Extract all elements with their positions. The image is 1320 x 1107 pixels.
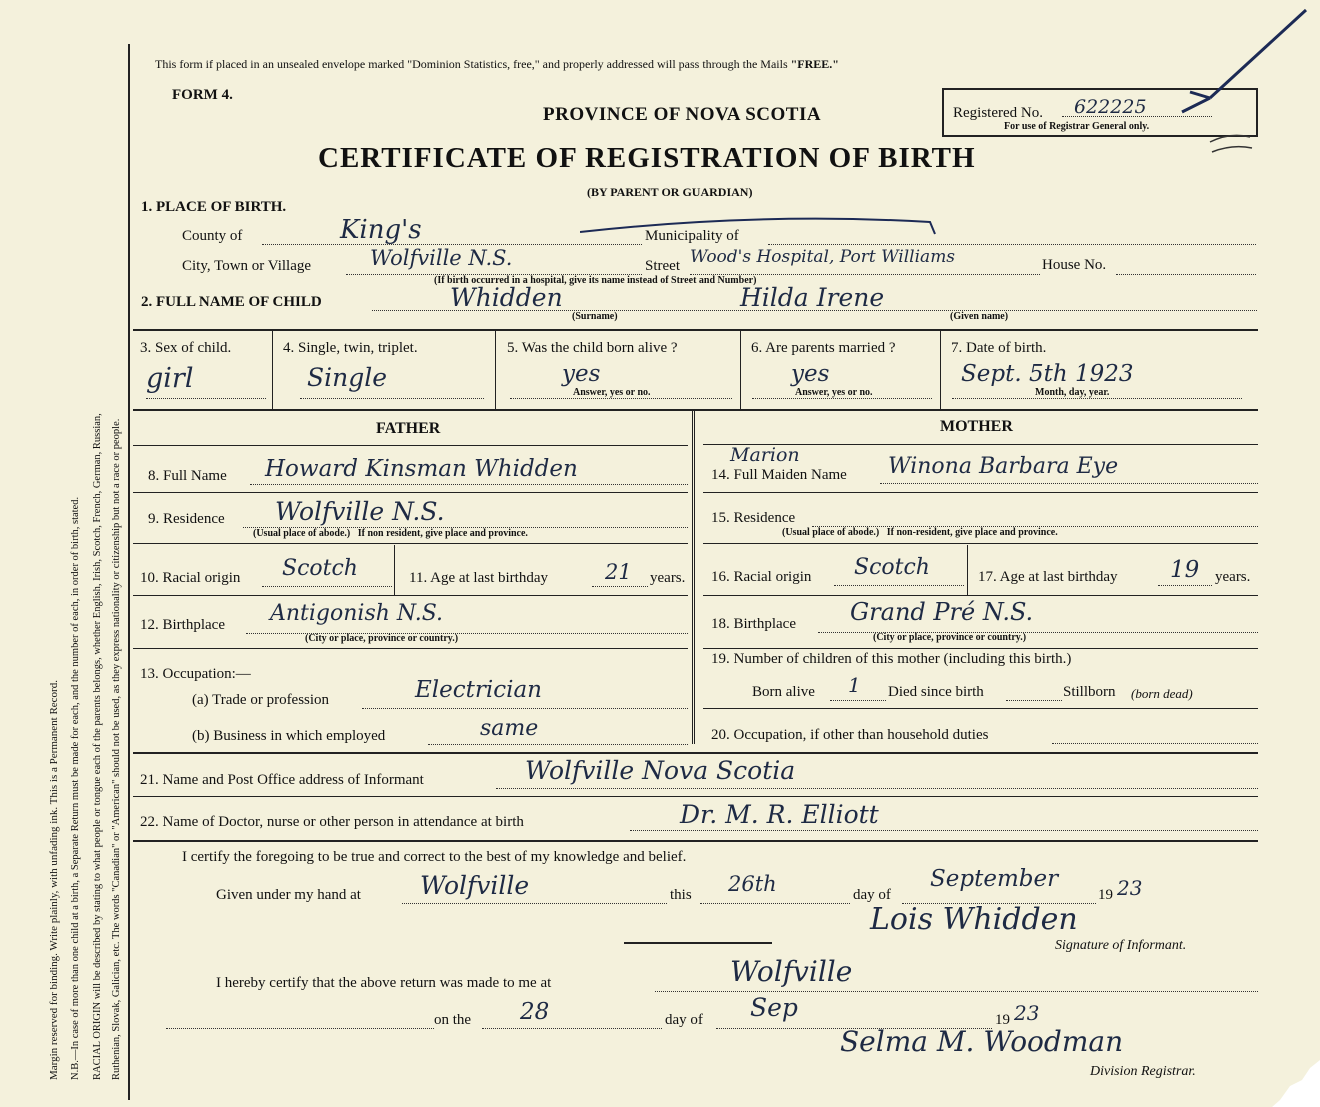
father-age: 21 [605, 560, 632, 584]
parents-married-question: 6. Are parents married ? [751, 340, 896, 356]
trade-value: Electrician [415, 677, 542, 703]
mother-age: 19 [1170, 557, 1200, 583]
sex-value: girl [146, 363, 194, 394]
father-name-label: 8. Full Name [148, 468, 227, 484]
margin-note-3: RACIAL ORIGIN will be described by stating to what people or tongue each of the parents belongs, whether English, Irish, Scotch, French, German, Russian, [92, 413, 103, 1080]
mother-name-label: 14. Full Maiden Name [711, 467, 847, 483]
place-of-birth-label: 1. PLACE OF BIRTH. [141, 199, 287, 215]
county-value: King's [340, 215, 422, 245]
check-mark-icon [1170, 2, 1320, 162]
father-heading: FATHER [376, 420, 441, 437]
stillborn-note: (born dead) [1131, 686, 1193, 701]
born-alive-caption: Answer, yes or no. [573, 387, 651, 398]
born-alive-count-label: Born alive [752, 684, 815, 700]
children-count-label: 19. Number of children of this mother (including this birth.) [711, 651, 1072, 667]
given-under-hand-label: Given under my hand at [216, 887, 361, 903]
margin-note-1: Margin reserved for binding. Write plainly, with unfading ink. This is a Permanent Record. [48, 680, 60, 1080]
born-alive-answer: yes [562, 361, 601, 387]
fact-married [751, 340, 941, 398]
father-age-years: years. [650, 570, 686, 586]
house-number-label: House No. [1042, 257, 1107, 273]
sex-label: 3. Sex of child. [140, 340, 232, 356]
mother-birthplace: Grand Pré N.S. [850, 598, 1034, 626]
postage-free: "FREE." [790, 57, 839, 71]
on-the-label: on the [434, 1012, 472, 1028]
mother-birthplace-caption: (City or place, province or country.) [873, 632, 1027, 643]
parents-married-caption: Answer, yes or no. [795, 387, 873, 398]
binding-margin-line [128, 44, 130, 1100]
fact-date-of-birth [951, 340, 1251, 398]
child-surname: Whidden [450, 283, 563, 312]
father-occupation-label: 13. Occupation:— [140, 666, 251, 682]
cert-year-prefix: 19 [1098, 887, 1113, 903]
postage-note: This form if placed in an unsealed envelope marked "Dominion Statistics, free," and properly addressed will pass through the Mails "FREE." [155, 57, 839, 71]
registrar-statement: I hereby certify that the above return was made to me at [216, 975, 552, 991]
mother-residence-caption: (Usual place of abode.) If non-resident, give place and province. [782, 527, 1058, 538]
mother-first-name: Marion [730, 444, 800, 466]
given-place: Wolfville [420, 871, 530, 900]
registrar-day-of-label: day of [665, 1012, 703, 1028]
mother-birthplace-label: 18. Birthplace [711, 616, 796, 632]
informant-value: Wolfville Nova Scotia [525, 756, 796, 785]
registrar-place: Wolfville [730, 955, 853, 988]
child-given-name: Hilda Irene [740, 283, 885, 312]
fact-sex [140, 340, 270, 394]
father-birthplace: Antigonish N.S. [270, 601, 444, 626]
father-racial-label: 10. Racial origin [140, 570, 241, 586]
business-value: same [480, 716, 539, 741]
certification-month: September [930, 866, 1059, 892]
registered-number: 622225 [1074, 96, 1147, 118]
parents-married-answer: yes [791, 361, 830, 387]
certification-statement: I certify the foregoing to be true and correct to the best of my knowledge and belief. [182, 849, 687, 865]
registrar-note: For use of Registrar General only. [1004, 121, 1150, 132]
strike-line [580, 210, 950, 240]
registrar-year-prefix: 19 [995, 1012, 1010, 1028]
father-residence: Wolfville N.S. [275, 497, 445, 526]
mother-heading: MOTHER [940, 418, 1013, 435]
torn-corner [1250, 1060, 1320, 1107]
business-label: (b) Business in which employed [192, 728, 386, 744]
date-of-birth-value: Sept. 5th 1923 [961, 361, 1134, 387]
date-caption: Month, day, year. [1035, 387, 1110, 398]
died-since-birth-label: Died since birth [888, 684, 984, 700]
certification-year: 23 [1117, 876, 1143, 900]
certification-day: 26th [728, 872, 777, 896]
mother-maiden-name: Winona Barbara Eye [888, 454, 1119, 479]
registrar-signature-label: Division Registrar. [1090, 1064, 1196, 1079]
mother-occupation-label: 20. Occupation, if other than household duties [711, 727, 989, 743]
father-name: Howard Kinsman Whidden [265, 456, 578, 482]
trade-label: (a) Trade or profession [192, 692, 330, 708]
city-value: Wolfville N.S. [370, 246, 513, 270]
margin-note-4: Ruthenian, Slovak, Galician, etc. The words "Canadian" or "American" should not be used, as they express nationality or citizenship but not a race or people. [111, 418, 122, 1080]
born-alive-count: 1 [848, 673, 861, 697]
registered-label: Registered No. [953, 105, 1043, 121]
certificate-subtitle: (BY PARENT OR GUARDIAN) [587, 185, 753, 199]
registrar-year: 23 [1014, 1001, 1040, 1025]
registrar-signature: Selma M. Woodman [840, 1025, 1124, 1058]
mother-racial-label: 16. Racial origin [711, 569, 812, 585]
fact-born-alive [507, 340, 737, 398]
cert-day-of-label: day of [853, 887, 891, 903]
county-label: County of [182, 228, 243, 244]
given-name-caption: (Given name) [950, 311, 1009, 322]
informant-signature: Lois Whidden [870, 902, 1078, 937]
margin-note-2: N.B.—In case of more than one child at a birth, a Separate Return must be made for each, and the number of each, in order of birth, stated. [70, 496, 81, 1080]
this-label: this [670, 887, 692, 903]
street-value: Wood's Hospital, Port Williams [690, 247, 956, 267]
child-name-label: 2. FULL NAME OF CHILD [141, 294, 322, 310]
fact-plurality [283, 340, 493, 392]
father-birthplace-caption: (City or place, province or country.) [305, 633, 459, 644]
father-residence-label: 9. Residence [148, 511, 225, 527]
plurality-label: 4. Single, twin, triplet. [283, 340, 418, 356]
informant-signature-label: Signature of Informant. [1055, 938, 1187, 953]
city-label: City, Town or Village [182, 258, 312, 274]
date-of-birth-label: 7. Date of birth. [951, 340, 1047, 356]
province-heading: PROVINCE OF NOVA SCOTIA [543, 104, 822, 125]
municipality-label: Municipality of [645, 228, 739, 244]
street-label: Street [645, 258, 680, 274]
mother-racial-origin: Scotch [854, 555, 930, 580]
stillborn-label: Stillborn [1063, 684, 1116, 700]
mother-age-label: 17. Age at last birthday [978, 569, 1118, 585]
doctor-value: Dr. M. R. Elliott [680, 800, 879, 829]
doctor-label: 22. Name of Doctor, nurse or other person in attendance at birth [140, 814, 524, 830]
surname-caption: (Surname) [572, 311, 618, 322]
mother-residence-label: 15. Residence [711, 510, 796, 526]
form-number: FORM 4. [172, 87, 233, 103]
father-birthplace-label: 12. Birthplace [140, 617, 225, 633]
registrar-month: Sep [750, 993, 798, 1022]
hospital-note: (If birth occurred in a hospital, give its name instead of Street and Number) [434, 275, 757, 286]
father-residence-caption: (Usual place of abode.) If non resident, give place and province. [253, 528, 528, 539]
registrar-day: 28 [520, 999, 550, 1025]
informant-label: 21. Name and Post Office address of Informant [140, 772, 424, 788]
born-alive-question: 5. Was the child born alive ? [507, 340, 678, 356]
certificate-title: CERTIFICATE OF REGISTRATION OF BIRTH [318, 142, 976, 174]
plurality-value: Single [307, 363, 388, 392]
father-racial-origin: Scotch [282, 556, 358, 581]
father-age-label: 11. Age at last birthday [409, 570, 548, 586]
mother-age-years: years. [1215, 569, 1251, 585]
